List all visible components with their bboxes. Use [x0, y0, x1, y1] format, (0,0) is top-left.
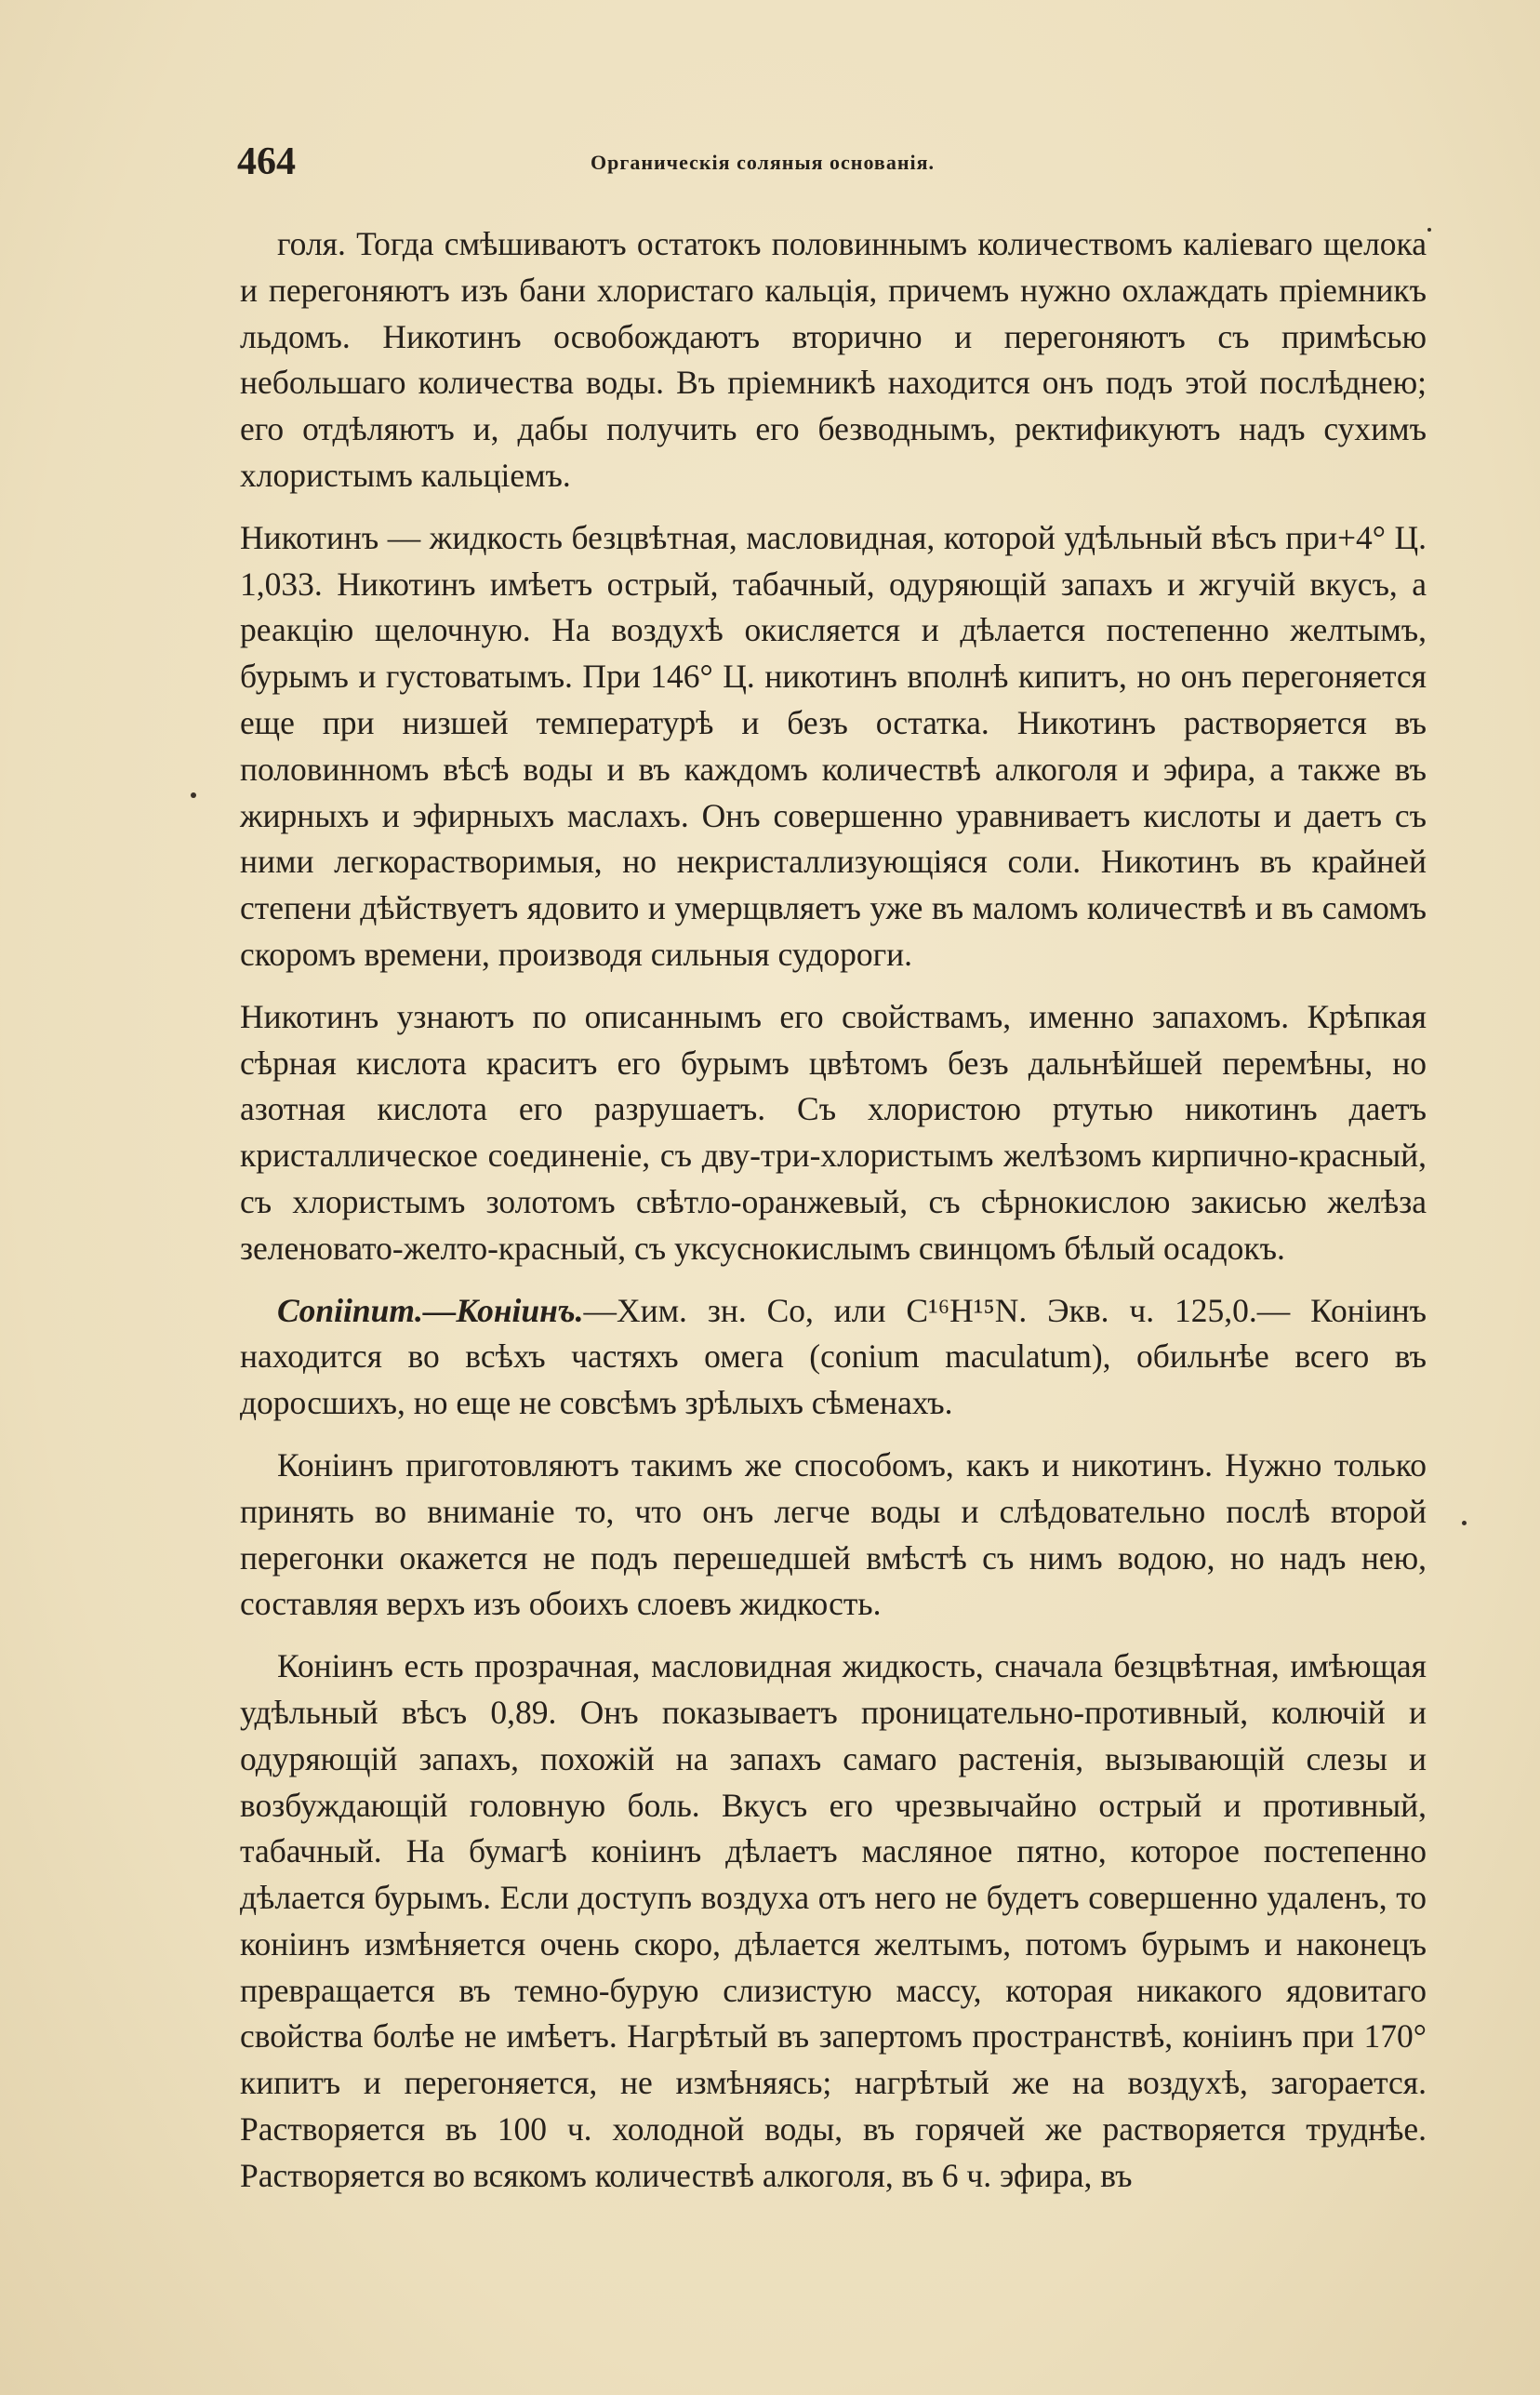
- paragraph-5: Коніинъ приготовляютъ такимъ же способомъ, какъ и никотинъ. Нужно только принять во вниманіе то, что онъ легче воды и слѣдовательно послѣ второй перегонки окажется не подъ перешедшей вмѣстѣ съ нимъ водою, но надъ нею, составляя верхъ изъ обоихъ слоевъ жидкость.: [240, 1445, 1427, 1623]
- body-text: [240, 221, 1427, 2215]
- paragraph-2: Никотинъ — жидкость безцвѣтная, масловидная, которой удѣльный вѣсъ при+4° Ц. 1,033. Никотинъ имѣетъ острый, табачный, одуряющій запахъ и жгучій вкусъ, а реакцію щелочную. На воздухѣ окисляется и дѣлается постепенно желтымъ, бурымъ и густоватымъ. При 146° Ц. никотинъ вполнѣ кипитъ, но онъ перегоняется еще при низшей температурѣ и безъ остатка. Никотинъ растворяется въ половинномъ вѣсѣ воды и въ каждомъ количествѣ алкоголя и эфира, а также въ жирныхъ и эфирныхъ маслахъ. Онъ совершенно уравниваетъ кислоты и даетъ съ ними легкорастворимыя, но некристаллизующіяся соли. Никотинъ въ крайней степени дѣйствуетъ ядовито и умерщвляетъ уже въ маломъ количествѣ и въ самомъ скоромъ времени, производя сильныя судороги.: [240, 518, 1427, 973]
- page-number: 464: [237, 140, 296, 183]
- ink-speck: [1427, 228, 1431, 232]
- page-header: [237, 140, 1288, 186]
- paragraph-3: Никотинъ узнаютъ по описаннымъ его свойствамъ, именно запахомъ. Крѣпкая сѣрная кислота краситъ его бурымъ цвѣтомъ безъ дальнѣйшей перемѣны, но азотная кислота его разрушаетъ. Съ хлористою ртутью никотинъ даетъ кристаллическое соединеніе, съ дву-три-хлористымъ желѣзомъ кирпично-красный, съ хлористымъ золотомъ свѣтло-оранжевый, съ сѣрнокислою закисью желѣза зеленовато-желто-красный, съ уксуснокислымъ свинцомъ бѣлый осадокъ.: [240, 997, 1427, 1267]
- running-title: Органическія соляныя основанія.: [590, 151, 936, 174]
- ink-speck: [1462, 1521, 1467, 1525]
- paragraph-4-text: —Хим. зн. Co, или C¹⁶H¹⁵N. Экв. ч. 125,0.— Коніинъ находится во всѣхъ частяхъ омега (conium maculatum), обильнѣе всего въ доросшихъ, но еще не совсѣмъ зрѣлыхъ сѣменахъ.: [240, 1291, 1427, 1422]
- paragraph-1: голя. Тогда смѣшиваютъ остатокъ половиннымъ количествомъ каліеваго щелока и перегоняютъ изъ бани хлористаго кальція, причемъ нужно охлаждать пріемникъ льдомъ. Никотинъ освобождаютъ вторично и перегоняютъ съ примѣсью небольшаго количества воды. Въ пріемникѣ находится онъ подъ этой послѣднею; его отдѣляютъ и, дабы получить его безводнымъ, ректификуютъ надъ сухимъ хлористымъ кальціемъ.: [240, 225, 1427, 494]
- ink-speck: [191, 792, 196, 798]
- paragraph-6: Коніинъ есть прозрачная, масловидная жидкость, сначала безцвѣтная, имѣющая удѣльный вѣсъ 0,89. Онъ показываетъ проницательно-противный, колючій и одуряющій запахъ, похожій на запахъ самаго растенія, вызывающій слезы и возбуждающій головную боль. Вкусъ его чрезвычайно острый и противный, табачный. На бумагѣ коніинъ дѣлаетъ масляное пятно, которое постепенно дѣлается бурымъ. Если доступъ воздуха отъ него не будетъ совершенно удаленъ, то коніинъ измѣняется очень скоро, дѣлается желтымъ, потомъ бурымъ и наконецъ превращается въ темно-бурую слизистую массу, которая никакого ядовитаго свойства болѣе не имѣетъ. Нагрѣтый въ запертомъ пространствѣ, коніинъ при 170° кипитъ и перегоняется, не измѣняясь; нагрѣтый же на воздухѣ, загорается. Растворяется въ 100 ч. холодной воды, въ горячей же растворяется труднѣе. Растворяется во всякомъ количествѣ алкоголя, въ 6 ч. эфира, въ: [240, 1647, 1427, 2194]
- paragraph-4: [240, 1288, 1427, 1427]
- coniin-heading: Coniinum.—Коніинъ.: [277, 1291, 584, 1329]
